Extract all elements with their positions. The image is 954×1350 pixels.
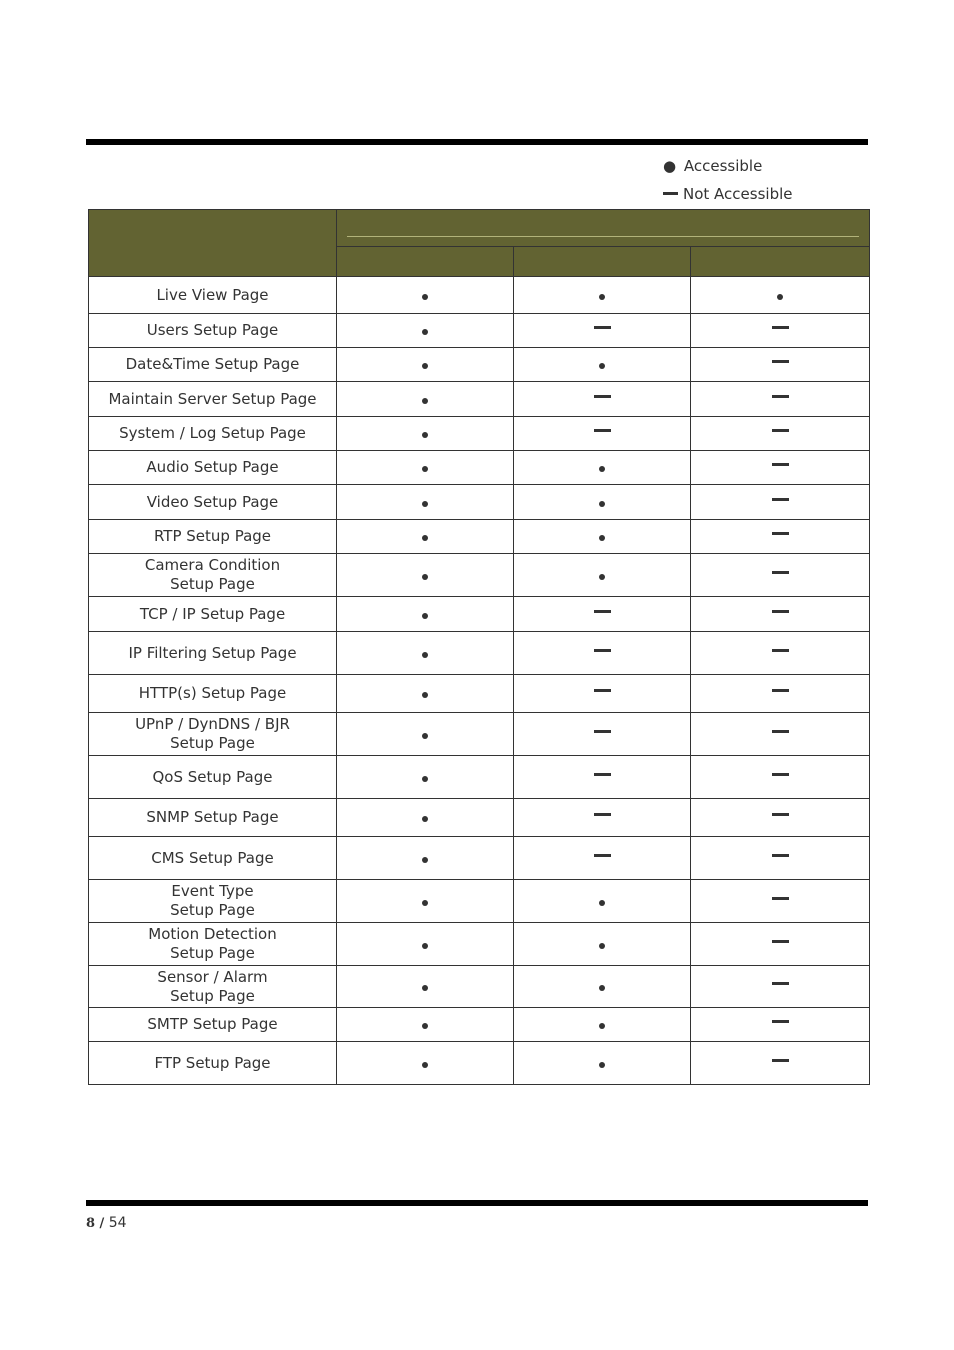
access-cell-level-1 xyxy=(337,713,514,756)
table-row xyxy=(89,837,870,880)
access-cell-level-3 xyxy=(691,837,870,880)
row-label xyxy=(89,1008,337,1042)
access-cell-level-2 xyxy=(514,520,691,554)
top-rule xyxy=(86,139,868,145)
access-cell-level-1 xyxy=(337,417,514,451)
accessible-dot-icon xyxy=(422,613,428,619)
table-row xyxy=(89,799,870,837)
not-accessible-dash-icon xyxy=(594,395,611,398)
access-cell-level-3 xyxy=(691,713,870,756)
accessible-dot-icon xyxy=(422,900,428,906)
not-accessible-dash-icon xyxy=(594,649,611,652)
row-label xyxy=(89,348,337,382)
row-label-text: Maintain Server Setup Page xyxy=(108,389,317,408)
not-accessible-dash-icon xyxy=(772,940,789,943)
table-row xyxy=(89,966,870,1008)
row-label xyxy=(89,485,337,520)
access-cell-level-1 xyxy=(337,314,514,348)
row-label-text: RTP Setup Page xyxy=(153,527,272,545)
table-row xyxy=(89,382,870,417)
not-accessible-dash-icon xyxy=(772,571,789,574)
row-label-text: Event Type xyxy=(171,882,254,900)
table-row xyxy=(89,756,870,799)
table-row xyxy=(89,597,870,632)
accessible-dot-icon xyxy=(599,900,605,906)
page-number xyxy=(86,1215,127,1231)
table-row xyxy=(89,485,870,520)
not-accessible-dash-icon xyxy=(772,532,789,535)
access-cell-level-3 xyxy=(691,277,870,314)
access-cell-level-2 xyxy=(514,713,691,756)
row-label xyxy=(89,880,337,923)
accessible-dot-icon xyxy=(422,733,428,739)
accessible-dot-icon xyxy=(599,574,605,580)
access-cell-level-3 xyxy=(691,675,870,713)
access-cell-level-2 xyxy=(514,837,691,880)
accessible-dot-icon xyxy=(422,501,428,507)
access-cell-level-2 xyxy=(514,923,691,966)
row-label-text: Sensor / Alarm xyxy=(157,967,268,986)
row-label-text: Date&Time Setup Page xyxy=(125,355,300,373)
access-cell-level-3 xyxy=(691,417,870,451)
row-label xyxy=(89,837,337,880)
row-label-text: System / Log Setup Page xyxy=(119,424,306,442)
not-accessible-dash-icon xyxy=(772,429,789,432)
table-row xyxy=(89,520,870,554)
accessible-dot-icon xyxy=(422,985,428,991)
access-cell-level-2 xyxy=(514,1008,691,1042)
row-label-text: Users Setup Page xyxy=(146,321,279,339)
accessible-dot-icon xyxy=(599,501,605,507)
accessible-dot-icon xyxy=(422,574,428,580)
not-accessible-dash-icon xyxy=(594,326,611,329)
access-cell-level-2 xyxy=(514,1042,691,1085)
not-accessible-dash-icon xyxy=(772,498,789,501)
access-cell-level-1 xyxy=(337,799,514,837)
accessible-dot-icon xyxy=(422,943,428,949)
not-accessible-dash-icon xyxy=(772,689,789,692)
access-cell-level-2 xyxy=(514,314,691,348)
accessible-dot-icon xyxy=(422,363,428,369)
legend-not-accessible xyxy=(663,185,792,203)
row-label-text: SMTP Setup Page xyxy=(147,1015,278,1033)
access-cell-level-1 xyxy=(337,485,514,520)
row-label xyxy=(89,382,337,417)
not-accessible-dash-icon xyxy=(594,773,611,776)
access-cell-level-1 xyxy=(337,597,514,632)
row-label-text: Motion Detection xyxy=(148,925,277,943)
access-cell-level-1 xyxy=(337,382,514,417)
access-cell-level-3 xyxy=(691,314,870,348)
not-accessible-dash-icon xyxy=(772,854,789,857)
header-row-group xyxy=(89,210,870,247)
row-label xyxy=(89,314,337,348)
row-label-text: Live View Page xyxy=(156,285,269,304)
table-row xyxy=(89,554,870,597)
access-cell-level-3 xyxy=(691,554,870,597)
accessible-dot-icon xyxy=(422,692,428,698)
header-page-column xyxy=(89,210,337,277)
accessible-dot-icon xyxy=(422,1062,428,1068)
accessible-dot-icon xyxy=(599,1062,605,1068)
accessible-dot-icon xyxy=(422,776,428,782)
not-accessible-dash-icon xyxy=(772,1059,789,1062)
access-cell-level-1 xyxy=(337,923,514,966)
not-accessible-dash-icon xyxy=(772,463,789,466)
access-cell-level-1 xyxy=(337,277,514,314)
accessible-dot-icon xyxy=(599,985,605,991)
accessible-dot-icon xyxy=(599,1023,605,1029)
access-cell-level-3 xyxy=(691,632,870,675)
row-label xyxy=(89,1042,337,1085)
access-cell-level-1 xyxy=(337,675,514,713)
access-cell-level-1 xyxy=(337,880,514,923)
access-cell-level-1 xyxy=(337,632,514,675)
row-label-text: Setup Page xyxy=(170,734,255,752)
access-cell-level-3 xyxy=(691,799,870,837)
not-accessible-dash-icon xyxy=(772,897,789,900)
row-label xyxy=(89,756,337,799)
dot-icon: ● xyxy=(663,157,677,175)
accessible-dot-icon xyxy=(599,363,605,369)
access-cell-level-2 xyxy=(514,277,691,314)
accessible-dot-icon xyxy=(422,398,428,404)
access-cell-level-2 xyxy=(514,632,691,675)
access-cell-level-2 xyxy=(514,485,691,520)
accessible-dot-icon xyxy=(422,466,428,472)
row-label xyxy=(89,675,337,713)
not-accessible-dash-icon xyxy=(772,326,789,329)
not-accessible-dash-icon xyxy=(772,773,789,776)
row-label-text: HTTP(s) Setup Page xyxy=(138,684,287,702)
table-row xyxy=(89,1042,870,1085)
access-cell-level-1 xyxy=(337,451,514,485)
not-accessible-dash-icon xyxy=(594,610,611,613)
row-label-text: Setup Page xyxy=(170,986,255,1005)
access-cell-level-3 xyxy=(691,923,870,966)
access-cell-level-3 xyxy=(691,597,870,632)
row-label-text: Setup Page xyxy=(170,901,255,919)
access-table xyxy=(88,209,870,1085)
accessible-dot-icon xyxy=(422,857,428,863)
row-label-text: Setup Page xyxy=(170,944,255,962)
legend-not-accessible-label: Not Accessible xyxy=(683,185,793,203)
row-label xyxy=(89,923,337,966)
current-page: 8 xyxy=(86,1216,96,1231)
bottom-rule xyxy=(86,1200,868,1206)
row-label-text: Video Setup Page xyxy=(146,492,279,511)
access-cell-level-3 xyxy=(691,966,870,1008)
table-row xyxy=(89,314,870,348)
legend-accessible-label: Accessible xyxy=(683,157,763,175)
table-body xyxy=(89,277,870,1085)
page-separator: / xyxy=(99,1216,105,1231)
access-cell-level-3 xyxy=(691,1042,870,1085)
not-accessible-dash-icon xyxy=(594,689,611,692)
accessible-dot-icon xyxy=(422,432,428,438)
access-cell-level-1 xyxy=(337,966,514,1008)
header-user-group xyxy=(337,210,870,247)
access-cell-level-1 xyxy=(337,348,514,382)
not-accessible-dash-icon xyxy=(772,813,789,816)
accessible-dot-icon xyxy=(777,294,783,300)
access-cell-level-3 xyxy=(691,520,870,554)
accessible-dot-icon xyxy=(422,816,428,822)
access-cell-level-1 xyxy=(337,837,514,880)
table-row xyxy=(89,1008,870,1042)
accessible-dot-icon xyxy=(599,466,605,472)
accessible-dot-icon xyxy=(422,329,428,335)
legend-accessible xyxy=(663,157,762,175)
row-label-text: SNMP Setup Page xyxy=(146,808,279,826)
accessible-dot-icon xyxy=(422,535,428,541)
access-cell-level-1 xyxy=(337,554,514,597)
row-label xyxy=(89,417,337,451)
access-cell-level-3 xyxy=(691,348,870,382)
row-label xyxy=(89,966,337,1008)
row-label-text: CMS Setup Page xyxy=(151,848,274,867)
row-label-text: Camera Condition xyxy=(144,556,281,574)
header-level-2 xyxy=(514,247,691,277)
access-cell-level-2 xyxy=(514,756,691,799)
not-accessible-dash-icon xyxy=(772,982,789,985)
row-label-text: IP Filtering Setup Page xyxy=(128,643,297,662)
not-accessible-dash-icon xyxy=(772,649,789,652)
table-row xyxy=(89,880,870,923)
access-cell-level-2 xyxy=(514,417,691,451)
accessible-dot-icon xyxy=(422,294,428,300)
access-cell-level-1 xyxy=(337,1042,514,1085)
table-row xyxy=(89,713,870,756)
access-cell-level-3 xyxy=(691,382,870,417)
access-cell-level-2 xyxy=(514,675,691,713)
row-label xyxy=(89,277,337,314)
not-accessible-dash-icon xyxy=(594,854,611,857)
header-level-3 xyxy=(691,247,870,277)
not-accessible-dash-icon xyxy=(594,730,611,733)
access-cell-level-3 xyxy=(691,1008,870,1042)
table-row xyxy=(89,348,870,382)
accessible-dot-icon xyxy=(599,943,605,949)
row-label xyxy=(89,554,337,597)
access-cell-level-2 xyxy=(514,382,691,417)
not-accessible-dash-icon xyxy=(594,429,611,432)
row-label xyxy=(89,451,337,485)
access-cell-level-1 xyxy=(337,520,514,554)
row-label-text: UPnP / DynDNS / BJR xyxy=(135,715,290,733)
access-cell-level-3 xyxy=(691,451,870,485)
accessible-dot-icon xyxy=(599,535,605,541)
total-pages: 54 xyxy=(108,1215,127,1231)
row-label xyxy=(89,520,337,554)
access-cell-level-2 xyxy=(514,348,691,382)
access-cell-level-2 xyxy=(514,597,691,632)
row-label-text: Audio Setup Page xyxy=(146,458,279,476)
access-cell-level-3 xyxy=(691,756,870,799)
dash-icon xyxy=(663,192,678,195)
accessible-dot-icon xyxy=(422,652,428,658)
accessible-dot-icon xyxy=(599,294,605,300)
accessible-dot-icon xyxy=(422,1023,428,1029)
access-cell-level-3 xyxy=(691,485,870,520)
not-accessible-dash-icon xyxy=(772,610,789,613)
not-accessible-dash-icon xyxy=(772,360,789,363)
access-cell-level-2 xyxy=(514,799,691,837)
table-row xyxy=(89,451,870,485)
access-cell-level-2 xyxy=(514,966,691,1008)
row-label xyxy=(89,632,337,675)
access-cell-level-2 xyxy=(514,880,691,923)
not-accessible-dash-icon xyxy=(594,813,611,816)
row-label-text: Setup Page xyxy=(170,575,255,593)
access-cell-level-1 xyxy=(337,1008,514,1042)
not-accessible-dash-icon xyxy=(772,395,789,398)
header-level-1 xyxy=(337,247,514,277)
table-row xyxy=(89,923,870,966)
row-label xyxy=(89,713,337,756)
table-row xyxy=(89,277,870,314)
table-row xyxy=(89,675,870,713)
access-cell-level-1 xyxy=(337,756,514,799)
row-label-text: QoS Setup Page xyxy=(152,767,273,786)
not-accessible-dash-icon xyxy=(772,730,789,733)
row-label xyxy=(89,597,337,632)
access-cell-level-2 xyxy=(514,554,691,597)
access-cell-level-3 xyxy=(691,880,870,923)
row-label-text: FTP Setup Page xyxy=(154,1053,271,1072)
table-row xyxy=(89,632,870,675)
not-accessible-dash-icon xyxy=(772,1020,789,1023)
table-row xyxy=(89,417,870,451)
row-label xyxy=(89,799,337,837)
access-cell-level-2 xyxy=(514,451,691,485)
row-label-text: TCP / IP Setup Page xyxy=(139,604,286,623)
